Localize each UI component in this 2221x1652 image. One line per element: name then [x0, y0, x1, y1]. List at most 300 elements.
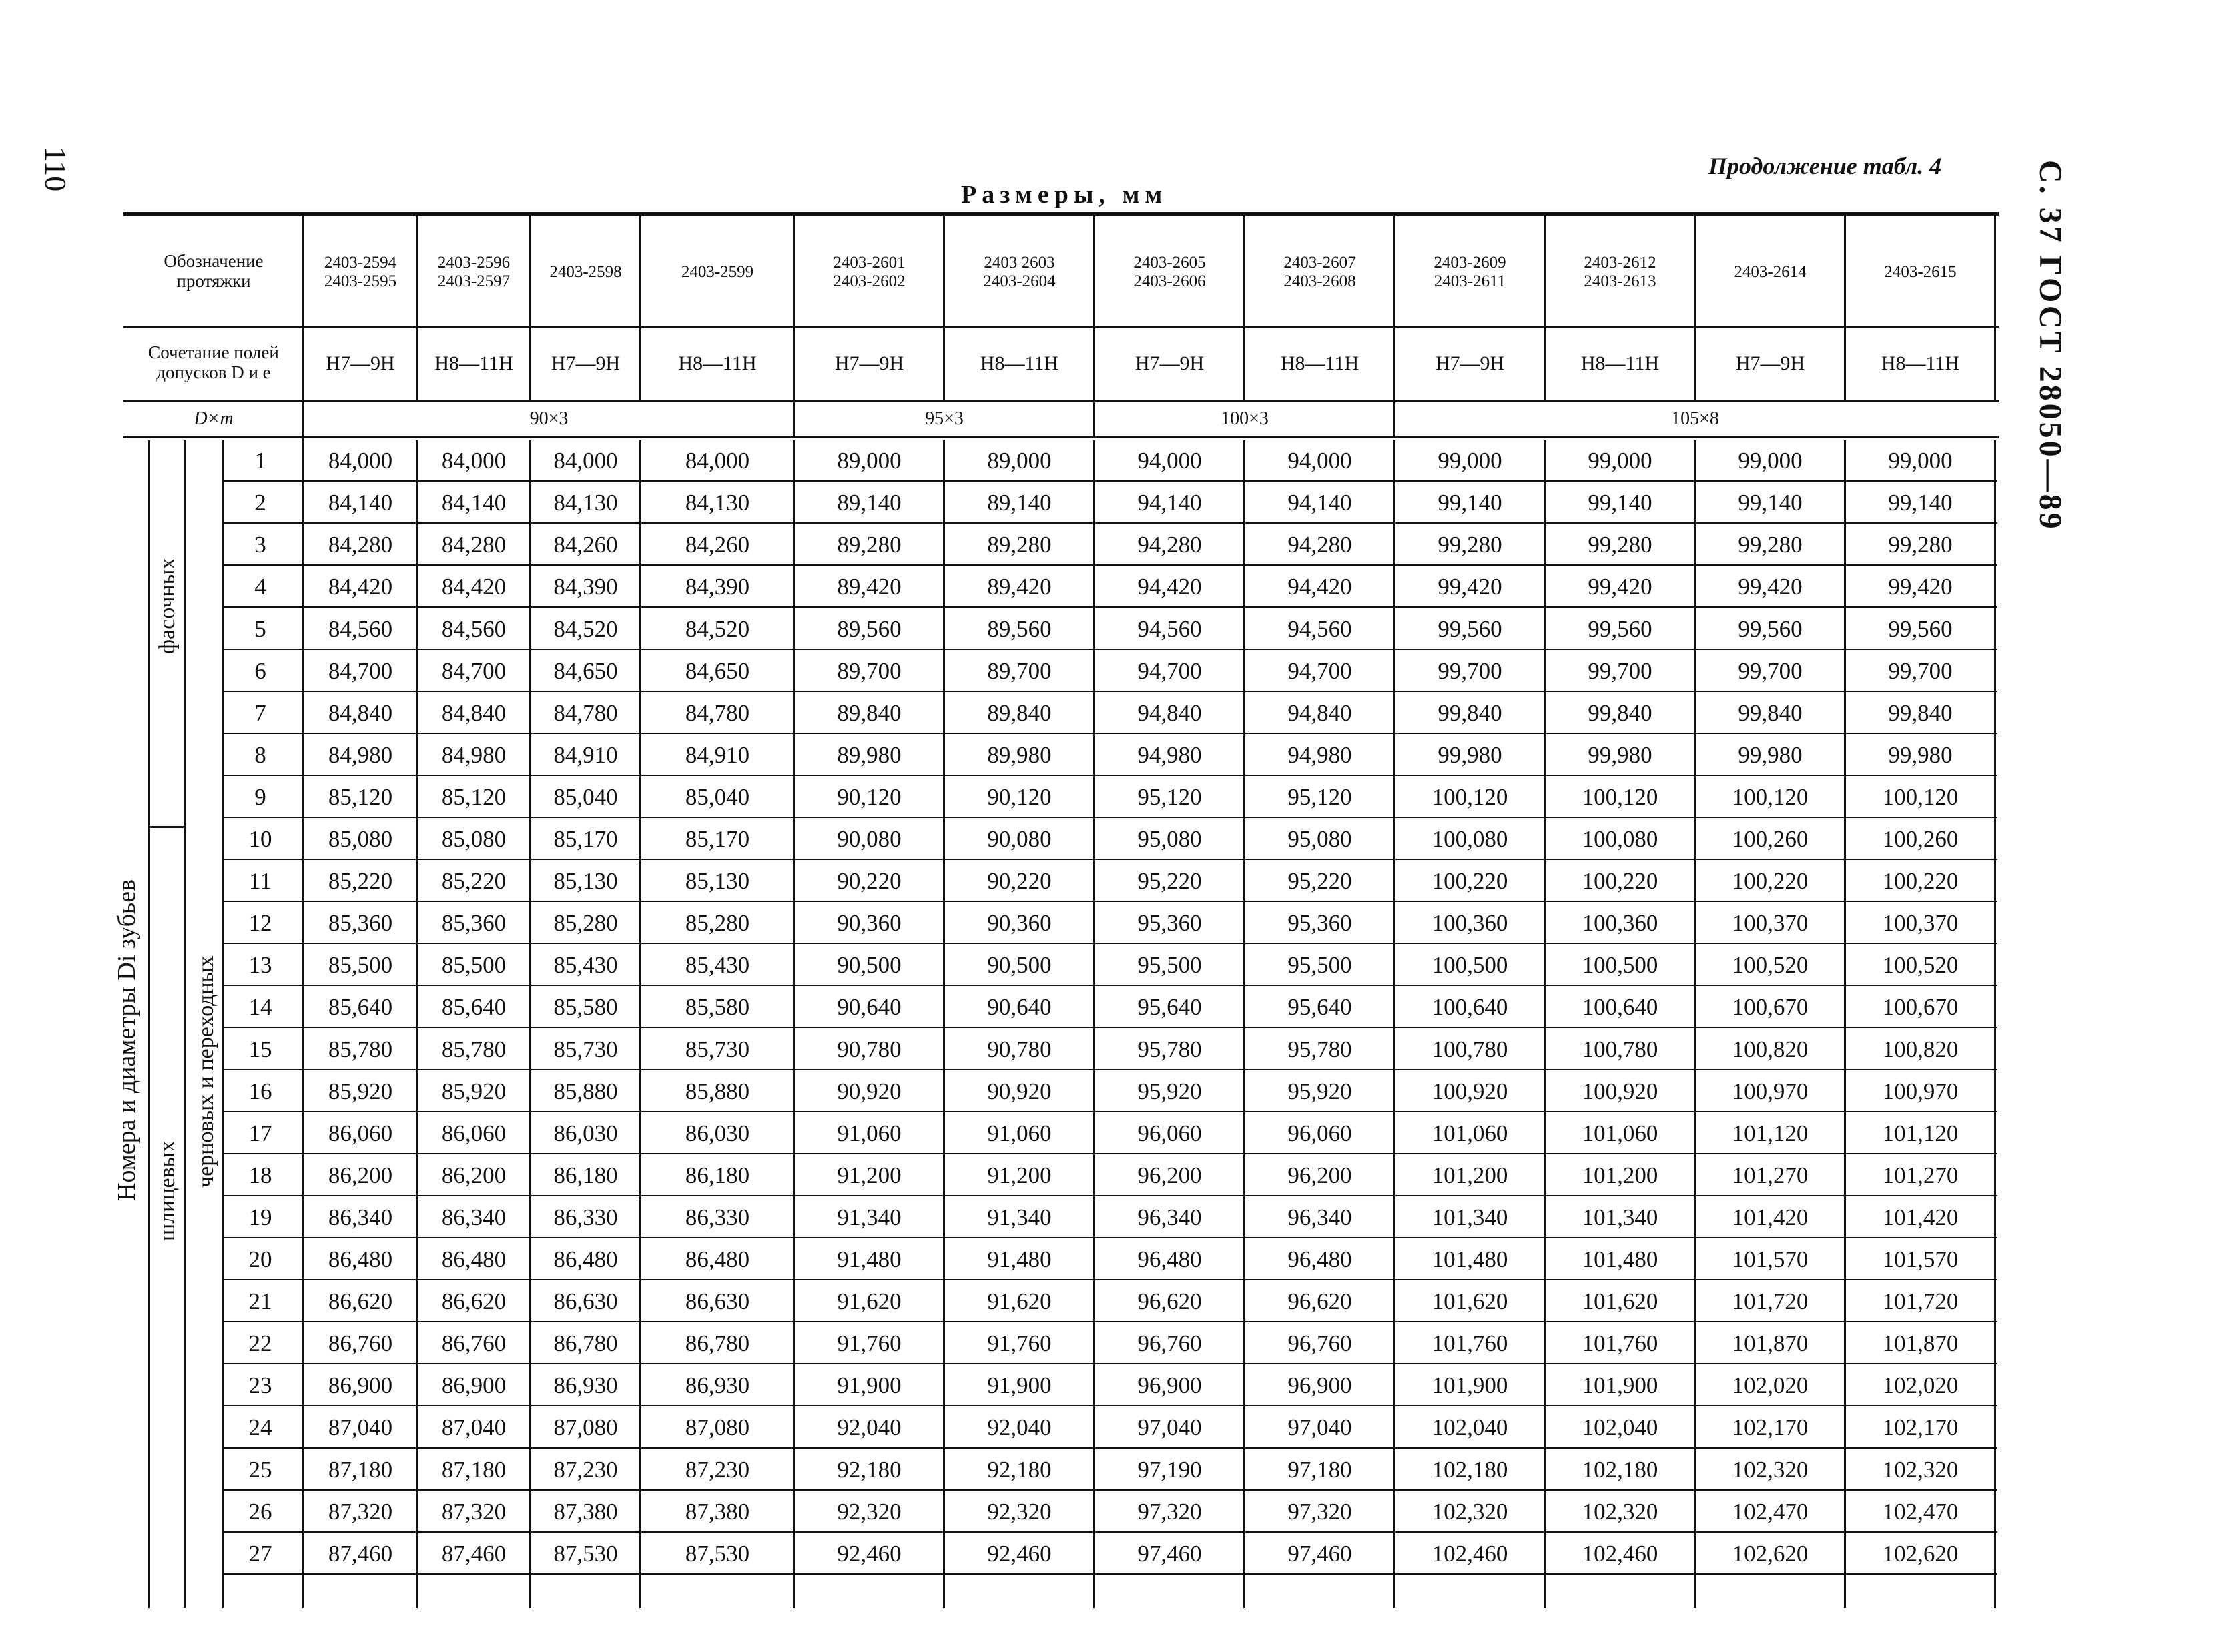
diameter-cell: 100,370	[1882, 910, 1959, 936]
diameter-cell: 86,900	[328, 1372, 393, 1398]
designation-cell: 2403 2603 2403-2604	[983, 254, 1056, 290]
diameter-cell: 96,900	[1137, 1372, 1202, 1398]
diameter-cell: 84,980	[441, 742, 507, 768]
diameter-cell: 90,640	[837, 994, 902, 1020]
diameter-cell: 101,120	[1882, 1120, 1959, 1146]
diameter-cell: 86,780	[685, 1330, 750, 1356]
diameter-cell: 89,420	[987, 574, 1052, 600]
diameter-cell: 101,200	[1582, 1162, 1658, 1188]
diameter-cell: 86,340	[328, 1204, 393, 1230]
diameter-cell: 90,500	[987, 952, 1052, 978]
row-group-chernovyh-label: черновых и переходных	[194, 955, 218, 1188]
tooth-number: 2	[254, 490, 266, 516]
tooth-number: 6	[254, 658, 266, 684]
tolerance-cell: H8—11H	[1580, 352, 1660, 374]
tooth-number: 1	[254, 448, 266, 474]
diameter-cell: 86,200	[441, 1162, 507, 1188]
diameter-cell: 86,620	[328, 1288, 393, 1314]
diameter-cell: 100,780	[1582, 1036, 1658, 1062]
diameter-cell: 87,320	[441, 1499, 507, 1525]
diameter-cell: 90,780	[987, 1036, 1052, 1062]
diameter-cell: 90,120	[987, 784, 1052, 810]
diameter-cell: 95,780	[1287, 1036, 1352, 1062]
diameter-cell: 99,840	[1438, 700, 1502, 726]
diameter-cell: 87,530	[553, 1541, 618, 1567]
diameter-cell: 101,870	[1882, 1330, 1959, 1356]
diameter-cell: 99,700	[1738, 658, 1803, 684]
diameter-cell: 100,120	[1432, 784, 1508, 810]
diameter-cell: 95,780	[1137, 1036, 1202, 1062]
diameter-cell: 95,360	[1287, 910, 1352, 936]
diameter-cell: 89,280	[837, 532, 902, 558]
diameter-cell: 84,130	[685, 490, 750, 516]
diameter-cell: 85,580	[553, 994, 618, 1020]
diameter-cell: 86,480	[685, 1246, 750, 1272]
diameter-cell: 99,560	[1888, 616, 1953, 642]
tolerance-cell: H7—9H	[326, 352, 395, 374]
diameter-cell: 87,040	[328, 1414, 393, 1440]
tooth-number: 12	[248, 910, 272, 936]
diameter-cell: 85,170	[553, 826, 618, 852]
tolerance-cell: H7—9H	[1735, 352, 1805, 374]
diameter-cell: 90,120	[837, 784, 902, 810]
diameter-cell: 87,080	[553, 1414, 618, 1440]
diameter-cell: 99,280	[1888, 532, 1953, 558]
diameter-cell: 96,760	[1287, 1330, 1352, 1356]
diameter-cell: 85,120	[441, 784, 507, 810]
diameter-cell: 100,220	[1582, 868, 1658, 894]
diameter-cell: 86,480	[328, 1246, 393, 1272]
diameter-cell: 85,280	[685, 910, 750, 936]
tooth-number: 20	[248, 1246, 272, 1272]
tolerance-cell: H8—11H	[678, 352, 757, 374]
diameter-cell: 101,720	[1732, 1288, 1809, 1314]
tolerance-cell: H8—11H	[1280, 352, 1359, 374]
diameter-cell: 96,900	[1287, 1372, 1352, 1398]
diameter-cell: 96,200	[1137, 1162, 1202, 1188]
diameter-cell: 86,900	[441, 1372, 507, 1398]
diameter-cell: 87,460	[441, 1541, 507, 1567]
diameter-cell: 94,420	[1137, 574, 1202, 600]
diameter-cell: 100,640	[1432, 994, 1508, 1020]
diameter-cell: 86,930	[553, 1372, 618, 1398]
diameter-cell: 84,650	[685, 658, 750, 684]
diameter-cell: 101,900	[1582, 1372, 1658, 1398]
diameter-cell: 100,220	[1732, 868, 1809, 894]
diameter-cell: 99,420	[1888, 574, 1953, 600]
diameter-cell: 84,000	[328, 448, 393, 474]
diameter-cell: 84,780	[685, 700, 750, 726]
diameter-cell: 102,460	[1582, 1541, 1658, 1567]
tooth-number: 24	[248, 1414, 272, 1440]
diameter-cell: 85,170	[685, 826, 750, 852]
diameter-cell: 99,420	[1438, 574, 1502, 600]
diameter-cell: 85,080	[441, 826, 507, 852]
diameter-cell: 99,980	[1438, 742, 1502, 768]
tolerance-cell: H8—11H	[980, 352, 1059, 374]
diameter-cell: 91,060	[987, 1120, 1052, 1146]
diameter-cell: 90,080	[987, 826, 1052, 852]
diameter-cell: 90,220	[987, 868, 1052, 894]
diameter-cell: 99,700	[1438, 658, 1502, 684]
rule-after-designation	[123, 326, 1999, 328]
designation-cell: 2403-2596 2403-2597	[437, 254, 511, 290]
diameter-cell: 101,480	[1582, 1246, 1658, 1272]
diameter-cell: 92,040	[987, 1414, 1052, 1440]
diameter-cell: 100,220	[1432, 868, 1508, 894]
diameter-cell: 100,120	[1582, 784, 1658, 810]
diameter-cell: 99,980	[1738, 742, 1803, 768]
diameter-cell: 89,980	[837, 742, 902, 768]
diameter-cell: 97,040	[1287, 1414, 1352, 1440]
tolerance-cell: H7—9H	[1435, 352, 1505, 374]
diameter-cell: 95,500	[1137, 952, 1202, 978]
diameter-cell: 94,700	[1287, 658, 1352, 684]
diameter-cell: 99,280	[1438, 532, 1502, 558]
diameter-cell: 96,620	[1137, 1288, 1202, 1314]
diameter-cell: 92,320	[987, 1499, 1052, 1525]
diameter-cell: 91,480	[837, 1246, 902, 1272]
diameter-cell: 84,260	[553, 532, 618, 558]
diameter-cell: 95,220	[1287, 868, 1352, 894]
diameter-cell: 89,840	[837, 700, 902, 726]
dxm-group-cell: 95×3	[925, 408, 964, 429]
diameter-cell: 94,980	[1137, 742, 1202, 768]
diameter-cell: 86,180	[685, 1162, 750, 1188]
tooth-number: 11	[249, 868, 272, 894]
diameter-cell: 99,280	[1588, 532, 1652, 558]
diameter-cell: 101,200	[1432, 1162, 1508, 1188]
tooth-number: 17	[248, 1120, 272, 1146]
diameter-cell: 85,040	[685, 784, 750, 810]
diameter-cell: 86,480	[553, 1246, 618, 1272]
diameter-cell: 95,920	[1287, 1078, 1352, 1104]
tooth-number: 21	[248, 1288, 272, 1314]
diameter-cell: 100,120	[1732, 784, 1809, 810]
diameter-cell: 86,480	[441, 1246, 507, 1272]
diameter-cell: 101,340	[1432, 1204, 1508, 1230]
diameter-cell: 87,040	[441, 1414, 507, 1440]
standard-reference: С. 37 ГОСТ 28050—89	[2033, 160, 2068, 532]
diameter-cell: 86,780	[553, 1330, 618, 1356]
diameter-cell: 99,000	[1438, 448, 1502, 474]
diameter-cell: 99,840	[1738, 700, 1803, 726]
diameter-cell: 102,170	[1882, 1414, 1959, 1440]
diameter-cell: 94,140	[1287, 490, 1352, 516]
diameter-cell: 84,520	[553, 616, 618, 642]
row-group-outer-label: Номера и диаметры Di зубьев	[113, 879, 141, 1201]
diameter-cell: 101,570	[1732, 1246, 1809, 1272]
tooth-number: 15	[248, 1036, 272, 1062]
tooth-number: 23	[248, 1372, 272, 1398]
diameter-cell: 100,220	[1882, 868, 1959, 894]
diameter-cell: 84,560	[441, 616, 507, 642]
diameter-cell: 86,620	[441, 1288, 507, 1314]
diameter-cell: 102,320	[1732, 1457, 1809, 1483]
diameter-cell: 102,040	[1432, 1414, 1508, 1440]
diameter-cell: 99,140	[1438, 490, 1502, 516]
diameter-cell: 99,700	[1888, 658, 1953, 684]
diameter-cell: 91,200	[837, 1162, 902, 1188]
diameter-cell: 85,920	[328, 1078, 393, 1104]
diameter-cell: 100,670	[1732, 994, 1809, 1020]
diameter-cell: 91,900	[987, 1372, 1052, 1398]
diameter-cell: 85,780	[441, 1036, 507, 1062]
diameter-cell: 100,080	[1582, 826, 1658, 852]
diameter-cell: 85,580	[685, 994, 750, 1020]
diameter-cell: 102,040	[1582, 1414, 1658, 1440]
diameter-cell: 89,560	[987, 616, 1052, 642]
diameter-cell: 86,630	[553, 1288, 618, 1314]
diameter-cell: 101,620	[1582, 1288, 1658, 1314]
diameter-cell: 90,500	[837, 952, 902, 978]
diameter-cell: 84,910	[685, 742, 750, 768]
tooth-number: 16	[248, 1078, 272, 1104]
diameter-cell: 87,460	[328, 1541, 393, 1567]
diameter-cell: 84,980	[328, 742, 393, 768]
page-number: 110	[39, 147, 73, 192]
diameter-cell: 99,000	[1738, 448, 1803, 474]
diameter-cell: 102,470	[1732, 1499, 1809, 1525]
tooth-number: 13	[248, 952, 272, 978]
diameter-cell: 84,140	[328, 490, 393, 516]
diameter-cell: 85,130	[553, 868, 618, 894]
diameter-cell: 85,730	[685, 1036, 750, 1062]
diameter-cell: 102,620	[1732, 1541, 1809, 1567]
diameter-cell: 99,840	[1888, 700, 1953, 726]
diameter-cell: 86,180	[553, 1162, 618, 1188]
tooth-number: 22	[248, 1330, 272, 1356]
diameter-cell: 95,920	[1137, 1078, 1202, 1104]
diameter-cell: 84,700	[328, 658, 393, 684]
tooth-number: 26	[248, 1499, 272, 1525]
diameter-cell: 84,390	[553, 574, 618, 600]
diameter-cell: 99,420	[1588, 574, 1652, 600]
tooth-number: 8	[254, 742, 266, 768]
diameter-cell: 84,000	[685, 448, 750, 474]
diameter-cell: 101,870	[1732, 1330, 1809, 1356]
tolerance-cell: H8—11H	[1881, 352, 1960, 374]
diameter-cell: 91,620	[987, 1288, 1052, 1314]
diameter-cell: 101,760	[1432, 1330, 1508, 1356]
diameter-cell: 84,000	[553, 448, 618, 474]
units-caption: Размеры, мм	[961, 181, 1168, 209]
diameter-cell: 89,140	[837, 490, 902, 516]
diameter-cell: 99,000	[1588, 448, 1652, 474]
diameter-cell: 101,480	[1432, 1246, 1508, 1272]
diameter-cell: 89,840	[987, 700, 1052, 726]
diameter-cell: 102,180	[1432, 1457, 1508, 1483]
diameter-cell: 101,570	[1882, 1246, 1959, 1272]
tooth-number: 9	[254, 784, 266, 810]
designation-cell: 2403-2607 2403-2608	[1283, 254, 1356, 290]
diameter-cell: 101,420	[1882, 1204, 1959, 1230]
tolerance-cell: H7—9H	[834, 352, 904, 374]
diameter-cell: 86,060	[328, 1120, 393, 1146]
diameter-cell: 87,230	[553, 1457, 618, 1483]
diameter-cell: 86,760	[328, 1330, 393, 1356]
rule-after-dxm	[123, 436, 1999, 438]
tolerance-cell: H8—11H	[434, 352, 513, 374]
diameter-cell: 86,330	[553, 1204, 618, 1230]
diameter-cell: 100,120	[1882, 784, 1959, 810]
diameter-cell: 99,700	[1588, 658, 1652, 684]
diameter-cell: 96,200	[1287, 1162, 1352, 1188]
diameter-cell: 91,620	[837, 1288, 902, 1314]
diameter-cell: 97,190	[1137, 1457, 1202, 1483]
diameter-cell: 84,140	[441, 490, 507, 516]
diameter-cell: 90,640	[987, 994, 1052, 1020]
diameter-cell: 90,360	[987, 910, 1052, 936]
diameter-cell: 91,060	[837, 1120, 902, 1146]
diameter-cell: 99,840	[1588, 700, 1652, 726]
diameter-cell: 87,530	[685, 1541, 750, 1567]
diameter-cell: 91,480	[987, 1246, 1052, 1272]
diameter-cell: 84,130	[553, 490, 618, 516]
diameter-cell: 95,080	[1137, 826, 1202, 852]
diameter-cell: 86,340	[441, 1204, 507, 1230]
designation-cell: 2403-2598	[549, 262, 622, 281]
diameter-cell: 99,420	[1738, 574, 1803, 600]
diameter-cell: 92,180	[987, 1457, 1052, 1483]
diameter-cell: 86,330	[685, 1204, 750, 1230]
diameter-cell: 97,320	[1137, 1499, 1202, 1525]
diameter-cell: 86,060	[441, 1120, 507, 1146]
diameter-cell: 99,000	[1888, 448, 1953, 474]
diameter-cell: 92,460	[837, 1541, 902, 1567]
diameter-cell: 94,840	[1137, 700, 1202, 726]
diameter-cell: 102,460	[1432, 1541, 1508, 1567]
diameter-cell: 99,980	[1888, 742, 1953, 768]
group-rule-2	[184, 440, 186, 1608]
diameter-cell: 85,780	[328, 1036, 393, 1062]
tolerance-cell: H7—9H	[551, 352, 621, 374]
diameter-cell: 102,020	[1732, 1372, 1809, 1398]
diameter-cell: 99,140	[1588, 490, 1652, 516]
diameter-cell: 85,360	[441, 910, 507, 936]
diameter-cell: 101,760	[1582, 1330, 1658, 1356]
tooth-number: 10	[248, 826, 272, 852]
diameter-cell: 102,020	[1882, 1372, 1959, 1398]
diameter-cell: 85,430	[685, 952, 750, 978]
diameter-cell: 84,840	[441, 700, 507, 726]
diameter-cell: 89,280	[987, 532, 1052, 558]
tooth-number: 7	[254, 700, 266, 726]
diameter-cell: 85,500	[328, 952, 393, 978]
row-group-shlitsevyh-label: шлицевых	[155, 1140, 180, 1241]
diameter-cell: 92,460	[987, 1541, 1052, 1567]
diameter-cell: 101,060	[1432, 1120, 1508, 1146]
diameter-cell: 97,320	[1287, 1499, 1352, 1525]
tooth-number: 3	[254, 532, 266, 558]
diameter-cell: 95,640	[1137, 994, 1202, 1020]
diameter-cell: 84,280	[328, 532, 393, 558]
diameter-cell: 87,180	[328, 1457, 393, 1483]
diameter-cell: 85,120	[328, 784, 393, 810]
diameter-cell: 89,980	[987, 742, 1052, 768]
designation-cell: 2403-2612 2403-2613	[1584, 254, 1656, 290]
diameter-cell: 85,920	[441, 1078, 507, 1104]
tooth-number: 14	[248, 994, 272, 1020]
diameter-cell: 85,220	[441, 868, 507, 894]
diameter-cell: 100,970	[1882, 1078, 1959, 1104]
diameter-cell: 85,430	[553, 952, 618, 978]
diameter-cell: 90,220	[837, 868, 902, 894]
diameter-cell: 86,200	[328, 1162, 393, 1188]
diameter-cell: 87,380	[685, 1499, 750, 1525]
diameter-cell: 90,920	[987, 1078, 1052, 1104]
diameter-cell: 86,030	[553, 1120, 618, 1146]
diameter-cell: 87,380	[553, 1499, 618, 1525]
diameter-cell: 84,260	[685, 532, 750, 558]
diameter-cell: 100,920	[1432, 1078, 1508, 1104]
diameter-cell: 101,270	[1882, 1162, 1959, 1188]
diameter-cell: 90,080	[837, 826, 902, 852]
diameter-cell: 84,560	[328, 616, 393, 642]
tolerance-cell: H7—9H	[1135, 352, 1205, 374]
diameter-cell: 100,260	[1732, 826, 1809, 852]
diameter-cell: 101,620	[1432, 1288, 1508, 1314]
diameter-cell: 94,420	[1287, 574, 1352, 600]
tooth-number: 27	[248, 1541, 272, 1567]
diameter-cell: 84,000	[441, 448, 507, 474]
diameter-cell: 87,320	[328, 1499, 393, 1525]
diameter-cell: 84,390	[685, 574, 750, 600]
tooth-number: 5	[254, 616, 266, 642]
diameter-cell: 95,080	[1287, 826, 1352, 852]
diameter-cell: 87,080	[685, 1414, 750, 1440]
diameter-cell: 99,560	[1438, 616, 1502, 642]
dxm-header: D×m	[194, 408, 234, 429]
diameter-cell: 94,980	[1287, 742, 1352, 768]
diameter-cell: 85,880	[553, 1078, 618, 1104]
diameter-cell: 92,040	[837, 1414, 902, 1440]
diameter-cell: 97,180	[1287, 1457, 1352, 1483]
diameter-cell: 85,730	[553, 1036, 618, 1062]
diameter-cell: 86,930	[685, 1372, 750, 1398]
diameter-cell: 84,420	[328, 574, 393, 600]
tooth-number: 18	[248, 1162, 272, 1188]
diameter-cell: 84,420	[441, 574, 507, 600]
diameter-cell: 96,060	[1137, 1120, 1202, 1146]
diameter-cell: 100,640	[1582, 994, 1658, 1020]
diameter-cell: 102,320	[1882, 1457, 1959, 1483]
diameter-cell: 96,340	[1137, 1204, 1202, 1230]
top-rule	[123, 212, 1999, 216]
diameter-cell: 102,320	[1432, 1499, 1508, 1525]
diameter-cell: 84,520	[685, 616, 750, 642]
diameter-cell: 84,650	[553, 658, 618, 684]
diameter-cell: 96,760	[1137, 1330, 1202, 1356]
diameter-cell: 91,340	[837, 1204, 902, 1230]
diameter-cell: 96,480	[1137, 1246, 1202, 1272]
diameter-cell: 99,140	[1738, 490, 1803, 516]
diameter-cell: 85,640	[441, 994, 507, 1020]
diameter-cell: 84,280	[441, 532, 507, 558]
diameter-cell: 100,260	[1882, 826, 1959, 852]
diameter-cell: 91,760	[987, 1330, 1052, 1356]
designation-cell: 2403-2594 2403-2595	[324, 254, 397, 290]
diameter-cell: 85,360	[328, 910, 393, 936]
diameter-cell: 99,560	[1738, 616, 1803, 642]
diameter-cell: 85,280	[553, 910, 618, 936]
diameter-cell: 91,340	[987, 1204, 1052, 1230]
diameter-cell: 96,060	[1287, 1120, 1352, 1146]
diameter-cell: 97,460	[1287, 1541, 1352, 1567]
designation-cell: 2403-2615	[1884, 262, 1957, 281]
diameter-cell: 99,560	[1588, 616, 1652, 642]
diameter-cell: 100,970	[1732, 1078, 1809, 1104]
